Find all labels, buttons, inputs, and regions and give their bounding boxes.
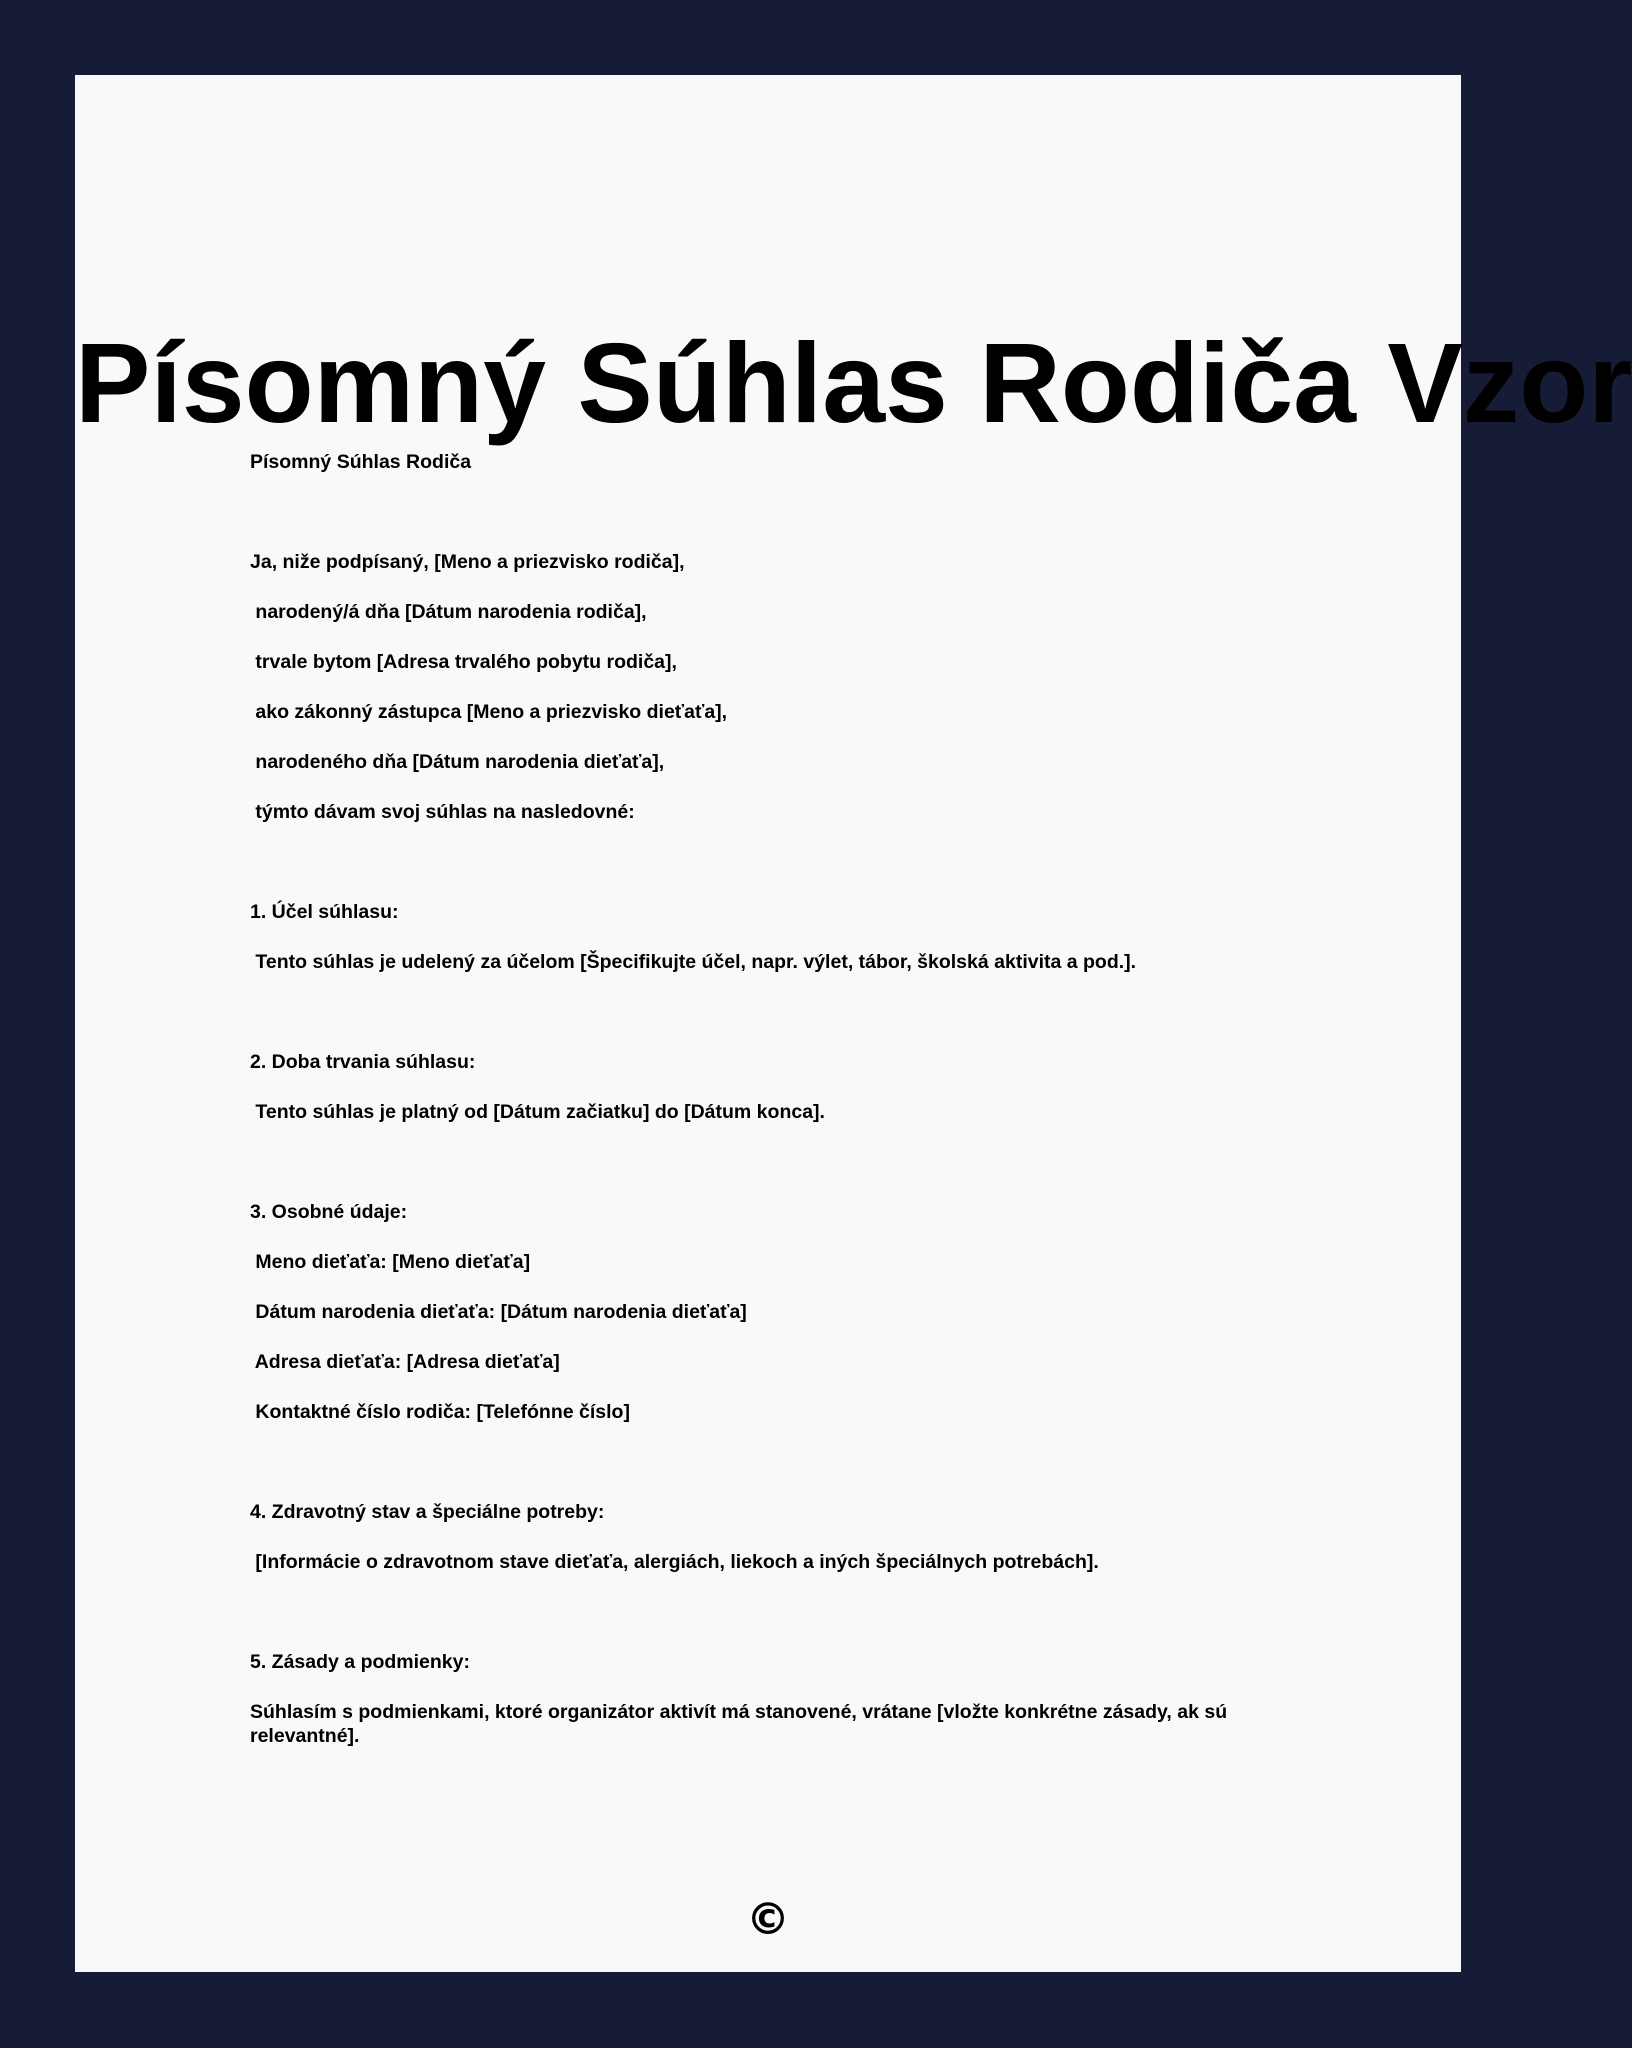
section-1-text: Tento súhlas je udelený za účelom [Špecifikujte účel, napr. výlet, tábor, školská aktivita a pod.]. (250, 951, 1137, 973)
document-title: Písomný Súhlas Rodiča Vzor (75, 320, 1632, 446)
section-3-line: Dátum narodenia dieťaťa: [Dátum narodenia dieťaťa] (250, 1301, 747, 1323)
section-4-heading: 4. Zdravotný stav a špeciálne potreby: (250, 1501, 605, 1523)
section-3-line: Meno dieťaťa: [Meno dieťaťa] (250, 1251, 531, 1273)
section-2-heading: 2. Doba trvania súhlasu: (250, 1051, 476, 1073)
intro-line: Ja, niže podpísaný, [Meno a priezvisko rodiča], (250, 551, 685, 573)
section-5-heading: 5. Zásady a podmienky: (250, 1651, 470, 1673)
section-5-text: Súhlasím s podmienkami, ktoré organizátor aktivít má stanovené, vrátane [vložte konkrétne zásady, ak sú relevantné]. (250, 1701, 1228, 1747)
intro-line: ako zákonný zástupca [Meno a priezvisko dieťaťa], (250, 701, 728, 723)
section-1-heading: 1. Účel súhlasu: (250, 901, 399, 923)
section-3-heading: 3. Osobné údaje: (250, 1201, 408, 1223)
document-heading: Písomný Súhlas Rodiča (250, 451, 472, 473)
document-page (75, 75, 1632, 1972)
intro-line: narodený/á dňa [Dátum narodenia rodiča], (250, 601, 647, 623)
section-3-line: Kontaktné číslo rodiča: [Telefónne číslo] (250, 1401, 630, 1423)
section-3-line: Adresa dieťaťa: [Adresa dieťaťa] (250, 1351, 560, 1373)
section-2-text: Tento súhlas je platný od [Dátum začiatku] do [Dátum konca]. (250, 1101, 825, 1123)
intro-line: týmto dávam svoj súhlas na nasledovné: (250, 801, 635, 823)
copyright-icon: © (746, 1894, 790, 1945)
intro-line: trvale bytom [Adresa trvalého pobytu rodiča], (250, 651, 677, 673)
section-4-text: [Informácie o zdravotnom stave dieťaťa, alergiách, liekoch a iných špeciálnych potrebách]. (250, 1551, 1099, 1573)
intro-line: narodeného dňa [Dátum narodenia dieťaťa], (250, 751, 665, 773)
